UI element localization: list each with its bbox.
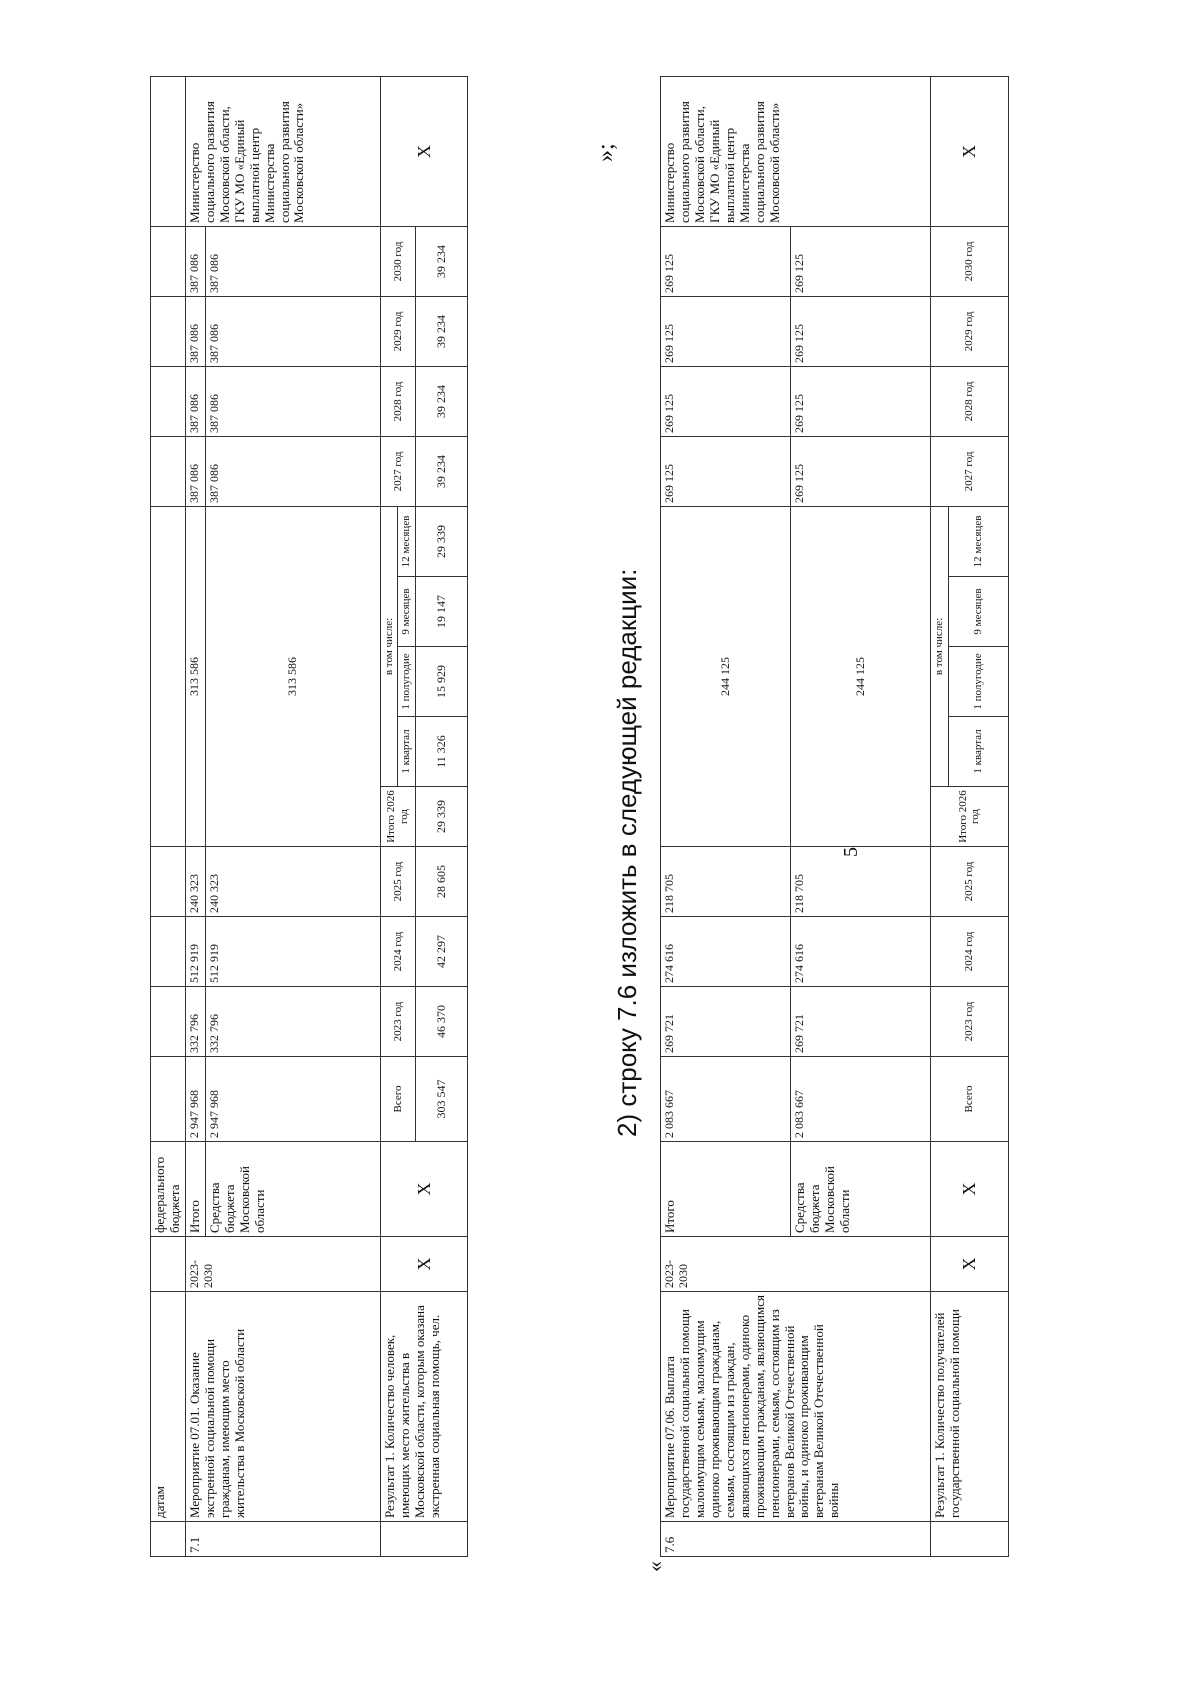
row-number: 7.1 [185, 1522, 380, 1557]
year-header: Итого 2026 год [931, 787, 1009, 847]
opening-mark: « [642, 1561, 667, 1572]
source-header-cell: федерального бюджета [151, 1142, 186, 1237]
value-cell: 269 125 [791, 366, 931, 436]
value-cell: 2 947 968 [185, 1057, 205, 1142]
result-value: 39 234 [416, 366, 468, 436]
result-value: 303 547 [416, 1057, 468, 1142]
closing-mark: »; [593, 143, 619, 162]
result-label: Результат 1. Количество человек, имеющих место жительства в Московской области, которым оказана экстренная социальная помощь, чел. [380, 1292, 467, 1522]
value-cell: 218 705 [791, 847, 931, 917]
table-row [185, 76, 205, 1556]
result-header-row [931, 76, 949, 1556]
value-cell: 387 086 [185, 296, 205, 366]
result-value: 29 339 [416, 506, 468, 576]
result-value: 29 339 [416, 787, 468, 847]
year-header: 2029 год [931, 296, 1009, 366]
x-mark: Х [931, 1142, 1009, 1237]
period-subheader: 1 квартал [398, 717, 416, 787]
result-value: 39 234 [416, 296, 468, 366]
value-cell: 269 125 [791, 226, 931, 296]
period-subheader: 1 квартал [948, 717, 1008, 787]
program-table-7-6 [660, 76, 1009, 1557]
year-header: 2023 год [931, 987, 1009, 1057]
incl-header: в том числе: [931, 506, 949, 786]
value-cell: 269 125 [661, 436, 791, 506]
value-cell: 269 721 [661, 987, 791, 1057]
value-cell: 313 586 [185, 506, 205, 846]
value-cell: 313 586 [205, 506, 380, 846]
year-header: Всего [931, 1057, 1009, 1142]
value-cell: 218 705 [661, 847, 791, 917]
value-cell: 387 086 [205, 366, 380, 436]
value-cell: 512 919 [205, 917, 380, 987]
period-subheader: 1 полугодие [398, 647, 416, 717]
value-cell: 2 083 667 [791, 1057, 931, 1142]
value-cell: 2 083 667 [661, 1057, 791, 1142]
x-mark: Х [380, 1142, 467, 1237]
x-mark: Х [931, 76, 1009, 226]
value-cell: 274 616 [791, 917, 931, 987]
value-cell: 274 616 [661, 917, 791, 987]
result-value: 19 147 [416, 577, 468, 647]
value-cell: 512 919 [185, 917, 205, 987]
header-row [151, 76, 186, 1556]
value-cell: 332 796 [185, 987, 205, 1057]
result-label: Результат 1. Количество получателей государственной социальной помощи [931, 1292, 1009, 1522]
value-cell: 269 125 [791, 296, 931, 366]
period-subheader: 12 месяцев [948, 506, 1008, 576]
measure-name: Мероприятие 07.01. Оказание экстренной социальной помощи гражданам, имеющим место жительства в Московской области [185, 1292, 380, 1522]
result-value: 11 326 [416, 717, 468, 787]
x-mark: Х [380, 76, 467, 226]
year-header: 2030 год [931, 226, 1009, 296]
value-cell: 387 086 [185, 226, 205, 296]
value-cell: 387 086 [205, 436, 380, 506]
value-cell: 2 947 968 [205, 1057, 380, 1142]
period-subheader: 9 месяцев [948, 577, 1008, 647]
result-header-row [380, 76, 398, 1556]
period-subheader: 12 месяцев [398, 506, 416, 576]
period-cell: 2023-2030 [661, 1237, 931, 1292]
value-cell: 240 323 [185, 847, 205, 917]
value-cell: 387 086 [185, 366, 205, 436]
year-header: 2024 год [380, 917, 415, 987]
amendment-text: 2) строку 7.6 изложить в следующей редакции: [612, 568, 642, 1137]
source-mo: Средства бюджета Московской области [791, 1142, 931, 1237]
year-header: 2027 год [380, 436, 415, 506]
year-header: 2030 год [380, 226, 415, 296]
year-header: 2029 год [380, 296, 415, 366]
source-total: Итого [661, 1142, 791, 1237]
result-value: 46 370 [416, 987, 468, 1057]
executor-cell: Министерство социального развития Московской области, ГКУ МО «Единый выплатной центр Министерства социального развития Московской области» [661, 76, 931, 226]
value-cell: 269 721 [791, 987, 931, 1057]
year-header: 2023 год [380, 987, 415, 1057]
source-mo: Средства бюджета Московской области [205, 1142, 380, 1237]
year-header: 2024 год [931, 917, 1009, 987]
value-cell: 244 125 [661, 506, 791, 846]
header-cell: датам [151, 1292, 186, 1522]
value-cell: 244 125 [791, 506, 931, 846]
x-mark: Х [931, 1237, 1009, 1292]
period-subheader: 1 полугодие [948, 647, 1008, 717]
program-table-7-1 [150, 76, 468, 1557]
year-header: 2028 год [380, 366, 415, 436]
page-number: 5 [840, 847, 862, 857]
year-header: Всего [380, 1057, 415, 1142]
value-cell: 269 125 [661, 366, 791, 436]
value-cell: 269 125 [661, 226, 791, 296]
value-cell: 387 086 [185, 436, 205, 506]
value-cell: 332 796 [205, 987, 380, 1057]
value-cell: 269 125 [791, 436, 931, 506]
value-cell: 387 086 [205, 226, 380, 296]
year-header: 2025 год [931, 847, 1009, 917]
result-value: 42 297 [416, 917, 468, 987]
executor-cell: Министерство социального развития Московской области, ГКУ МО «Единый выплатной центр Министерства социального развития Московской области» [185, 76, 380, 226]
value-cell: 240 323 [205, 847, 380, 917]
year-header: Итого 2026 год [380, 787, 415, 847]
period-subheader: 9 месяцев [398, 577, 416, 647]
value-cell: 387 086 [205, 296, 380, 366]
result-value: 39 234 [416, 436, 468, 506]
x-mark: Х [380, 1237, 467, 1292]
table-row [661, 76, 791, 1556]
source-total: Итого [185, 1142, 205, 1237]
incl-header: в том числе: [380, 506, 398, 786]
value-cell: 269 125 [661, 296, 791, 366]
year-header: 2028 год [931, 366, 1009, 436]
row-number: 7.6 [661, 1522, 931, 1557]
result-value: 39 234 [416, 226, 468, 296]
period-cell: 2023-2030 [185, 1237, 380, 1292]
measure-name: Мероприятие 07.06. Выплата государственной социальной помощи малоимущим семьям, малоимущим одиноко проживающим гражданам, семьям, состоящим из граждан, являющихся пенсионерами, одиноко проживающим гражданам, являющимся пенсионерами, семьям, состоящим из ветеранов Великой Отечественной войны, и одиноко проживающим ветеранам Великой Отечественной войны [661, 1292, 931, 1522]
result-value: 15 929 [416, 647, 468, 717]
year-header: 2027 год [931, 436, 1009, 506]
year-header: 2025 год [380, 847, 415, 917]
result-value: 28 605 [416, 847, 468, 917]
